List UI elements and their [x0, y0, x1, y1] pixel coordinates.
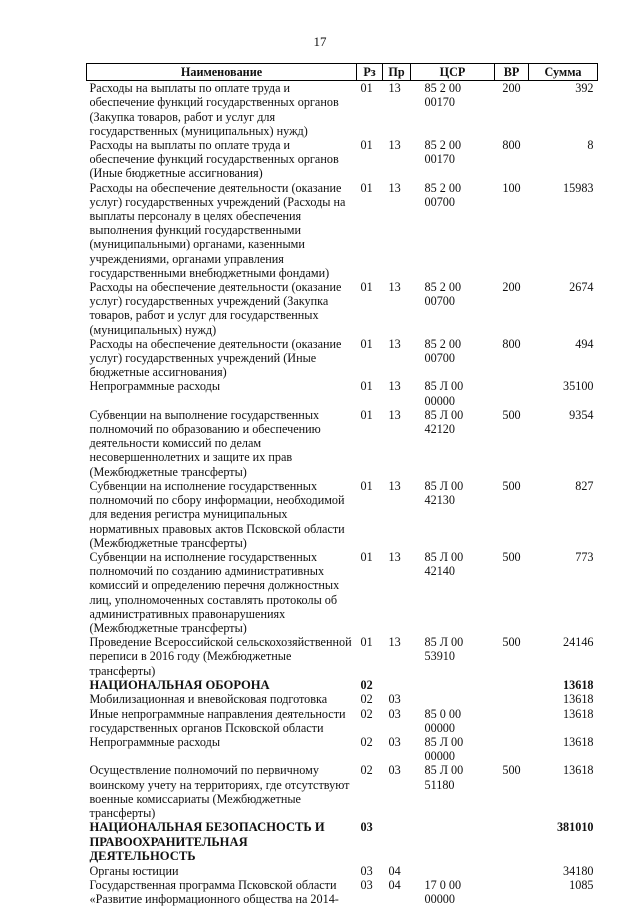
- cell-rz: 01: [360, 549, 373, 564]
- cell-sum: 13618: [563, 706, 594, 721]
- table-row: [87, 138, 598, 181]
- cell-vr: 100: [502, 180, 521, 195]
- cell-sum: 392: [575, 81, 594, 96]
- cell-vr: [495, 864, 529, 878]
- table-header-row: [87, 64, 598, 81]
- header-rz: Рз: [357, 64, 383, 81]
- table-body: [87, 81, 598, 907]
- cell-sum: 15983: [563, 180, 594, 195]
- cell-csr: 85 2 00 00170: [424, 81, 462, 110]
- cell-pr: [383, 820, 411, 864]
- cell-sum: 381010: [556, 820, 594, 835]
- cell-name: Мобилизационная и вневойсковая подготовка: [89, 692, 328, 707]
- cell-rz: 01: [360, 81, 373, 96]
- header-name: Наименование: [87, 64, 357, 81]
- cell-rz: 01: [360, 138, 373, 153]
- cell-sum: 13618: [563, 692, 594, 707]
- table-row: [87, 550, 598, 635]
- cell-vr: [495, 379, 529, 407]
- cell-name: Иные непрограммные направления деятельности государственных органов Псковской области: [89, 706, 346, 735]
- cell-rz: 01: [360, 635, 373, 650]
- cell-name: Субвенции на выполнение государственных полномочий по образованию и обеспечению деятельности комиссий по делам несовершеннолетних и защите их прав (Межбюджетные трансферты): [89, 407, 321, 479]
- cell-csr: 85 2 00 00170: [424, 138, 462, 167]
- cell-sum: 24146: [563, 635, 594, 650]
- budget-table: [86, 63, 598, 907]
- cell-vr: 500: [502, 478, 521, 493]
- cell-csr: [411, 692, 495, 706]
- header-sum: Сумма: [529, 64, 598, 81]
- cell-csr: 85 0 00 00000: [424, 706, 462, 735]
- cell-pr: 13: [388, 549, 401, 564]
- cell-csr: 85 2 00 00700: [424, 280, 462, 309]
- cell-sum: 494: [575, 336, 594, 351]
- cell-pr: 13: [388, 336, 401, 351]
- cell-rz: 02: [360, 734, 373, 749]
- table-row: [87, 635, 598, 678]
- cell-name: Субвенции на исполнение государственных полномочий по сбору информации, необходимой для ведения регистра муниципальных нормативных правовых актов Псковской области (Межбюджетные трансферты): [89, 478, 345, 550]
- table-row: [87, 181, 598, 280]
- cell-vr: 200: [502, 81, 521, 96]
- cell-sum: 1085: [569, 878, 594, 893]
- cell-pr: 13: [388, 635, 401, 650]
- cell-pr: 13: [388, 180, 401, 195]
- cell-name: Расходы на выплаты по оплате труда и обеспечение функций государственных органов (Закупка товаров, работ и услуг для государственных (муниципальных) нужд): [89, 81, 339, 138]
- cell-csr: 17 0 00 00000: [424, 878, 462, 907]
- cell-vr: [495, 707, 529, 735]
- cell-sum: 2674: [569, 280, 594, 295]
- cell-rz: 01: [360, 180, 373, 195]
- cell-vr: 800: [502, 336, 521, 351]
- cell-name: Субвенции на исполнение государственных полномочий по созданию административных комиссий и определению перечня должностных лиц, уполномоченных составлять протоколы об административных правонарушениях (Межбюджетные трансферты): [89, 549, 340, 635]
- table-row: [87, 408, 598, 479]
- cell-rz: 02: [360, 706, 373, 721]
- cell-sum: 34180: [563, 863, 594, 878]
- table-row: [87, 81, 598, 138]
- cell-rz: 02: [360, 763, 373, 778]
- cell-csr: 85 Л 00 00000: [424, 734, 464, 764]
- table-row: [87, 864, 598, 878]
- page-number: 17: [313, 34, 327, 49]
- header-vr: ВР: [495, 64, 529, 81]
- cell-rz: 02: [360, 692, 373, 707]
- cell-vr: [495, 735, 529, 763]
- cell-sum: 35100: [563, 379, 594, 394]
- cell-vr: 200: [502, 280, 521, 295]
- table-row: [87, 379, 598, 407]
- cell-rz: 03: [360, 878, 373, 893]
- table-row: [87, 820, 598, 864]
- cell-sum: 13618: [563, 734, 594, 749]
- header-pr: Пр: [383, 64, 411, 81]
- cell-name: Государственная программа Псковской области «Развитие информационного общества на 2014-: [89, 878, 339, 907]
- cell-pr: 13: [388, 478, 401, 493]
- cell-name: Непрограммные расходы: [89, 379, 221, 394]
- cell-pr: [383, 678, 411, 693]
- table-row: [87, 280, 598, 337]
- cell-vr: 500: [502, 763, 521, 778]
- cell-pr: 03: [388, 734, 401, 749]
- cell-sum: 13618: [563, 677, 594, 692]
- cell-name: Расходы на выплаты по оплате труда и обеспечение функций государственных органов (Иные бюджетные ассигнования): [89, 138, 339, 181]
- cell-name: Осуществление полномочий по первичному воинскому учету на территориях, где отсутствуют военные комиссариаты (Межбюджетные трансферты): [89, 763, 350, 820]
- cell-csr: 85 Л 00 42140: [424, 549, 464, 579]
- header-csr: ЦСР: [411, 64, 495, 81]
- cell-pr: 03: [388, 706, 401, 721]
- cell-name: Проведение Всероссийской сельскохозяйственной переписи в 2016 году (Межбюджетные трансферты): [89, 635, 352, 678]
- cell-sum: 8: [587, 138, 594, 153]
- cell-name: НАЦИОНАЛЬНАЯ ОБОРОНА: [89, 677, 270, 692]
- table-row: [87, 735, 598, 763]
- table-row: [87, 678, 598, 693]
- cell-pr: 13: [388, 407, 401, 422]
- cell-pr: 04: [388, 878, 401, 893]
- cell-pr: 13: [388, 138, 401, 153]
- cell-pr: 03: [388, 763, 401, 778]
- cell-csr: 85 Л 00 42130: [424, 478, 464, 508]
- cell-name: Расходы на обеспечение деятельности (оказание услуг) государственных учреждений (Расходы на выплаты персоналу в целях обеспечения выполнения функций государственными (муниципальными) органами, казенными учреждениями, органами управления государственными внебюджетными фондами): [89, 180, 346, 280]
- cell-sum: 773: [575, 549, 594, 564]
- cell-csr: [411, 864, 495, 878]
- cell-rz: 01: [360, 407, 373, 422]
- cell-sum: 827: [575, 478, 594, 493]
- cell-rz: 01: [360, 280, 373, 295]
- cell-pr: 03: [388, 692, 401, 707]
- cell-csr: 85 2 00 00700: [424, 180, 462, 209]
- cell-csr: 85 2 00 00700: [424, 336, 462, 366]
- table-row: [87, 707, 598, 735]
- cell-vr: 500: [502, 549, 521, 564]
- table-row: [87, 337, 598, 380]
- table-row: [87, 878, 598, 906]
- cell-vr: [495, 820, 529, 864]
- table-row: [87, 692, 598, 706]
- cell-vr: 500: [502, 407, 521, 422]
- cell-csr: 85 Л 00 42120: [424, 407, 464, 437]
- cell-name: Расходы на обеспечение деятельности (оказание услуг) государственных учреждений (Иные бюджетные ассигнования): [89, 336, 342, 380]
- cell-pr: 13: [388, 81, 401, 96]
- cell-rz: 01: [360, 379, 373, 394]
- cell-pr: 13: [388, 379, 401, 394]
- cell-vr: [495, 692, 529, 706]
- cell-name: Органы юстиции: [89, 863, 179, 878]
- cell-sum: 13618: [563, 763, 594, 778]
- table-row: [87, 479, 598, 550]
- cell-csr: [411, 678, 495, 693]
- cell-rz: 03: [360, 820, 373, 835]
- cell-csr: 85 Л 00 53910: [424, 635, 464, 664]
- cell-csr: 85 Л 00 51180: [424, 763, 464, 792]
- cell-name: Непрограммные расходы: [89, 734, 221, 749]
- cell-vr: 500: [502, 635, 521, 650]
- cell-vr: 800: [502, 138, 521, 153]
- cell-name: Расходы на обеспечение деятельности (оказание услуг) государственных учреждений (Закупка товаров, работ и услуг для государственных (муниципальных) нужд): [89, 280, 342, 337]
- table-row: [87, 763, 598, 820]
- cell-csr: [411, 820, 495, 864]
- cell-rz: 01: [360, 336, 373, 351]
- cell-vr: [495, 678, 529, 693]
- cell-csr: 85 Л 00 00000: [424, 379, 464, 408]
- cell-pr: 13: [388, 280, 401, 295]
- cell-vr: [495, 878, 529, 906]
- cell-rz: 03: [360, 863, 373, 878]
- cell-pr: 04: [388, 863, 401, 878]
- cell-name: НАЦИОНАЛЬНАЯ БЕЗОПАСНОСТЬ И ПРАВООХРАНИТЕЛЬНАЯ ДЕЯТЕЛЬНОСТЬ: [89, 820, 325, 864]
- cell-sum: 9354: [569, 407, 594, 422]
- cell-rz: 02: [360, 677, 373, 692]
- cell-rz: 01: [360, 478, 373, 493]
